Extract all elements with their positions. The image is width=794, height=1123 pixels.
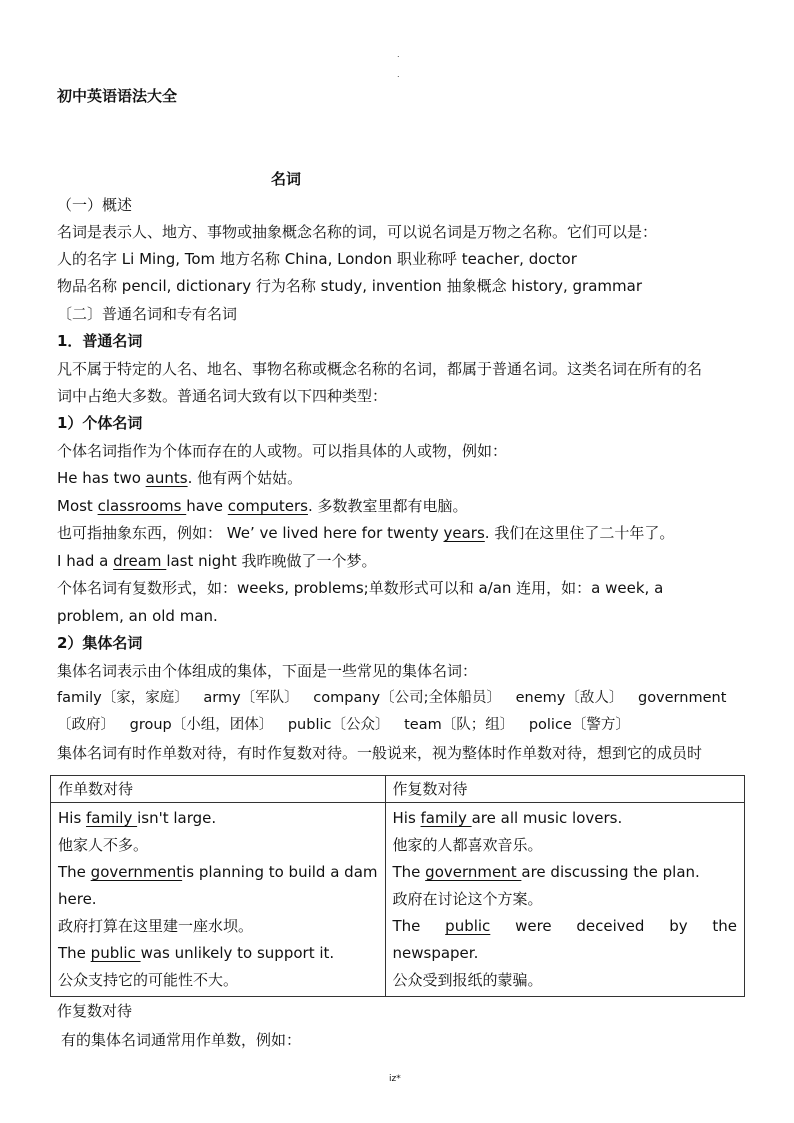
label-object-name: 物品名称 — [57, 277, 118, 295]
example-sentence — [57, 523, 674, 543]
sentence-word: The — [392, 917, 421, 935]
sentence-word: by — [669, 917, 688, 935]
sentence-text: are all music lovers. — [471, 809, 623, 827]
example-object-name: pencil, dictionary — [121, 277, 252, 295]
sentence-text: . — [307, 497, 313, 515]
table-row — [51, 803, 745, 997]
translation: 公众支持它的可能性不大。 — [58, 971, 239, 989]
example-sentence — [393, 859, 738, 886]
sentence-text: isn't large. — [137, 809, 217, 827]
collective-word: company〔公司;全体船员〕 — [313, 690, 502, 706]
sentence-text: was unlikely to support it. — [140, 944, 335, 962]
sentence-text: newspaper. — [392, 944, 479, 962]
collective-word: public〔公众〕 — [287, 717, 390, 733]
sentence-text: We’ ve lived here for twenty — [226, 524, 444, 542]
singular-examples-cell — [51, 803, 386, 997]
sentence-text: is planning to build a dam — [182, 863, 378, 881]
collective-word: police〔警方〕 — [528, 717, 630, 733]
example-sentence — [393, 913, 738, 940]
example-occupation: teacher, doctor — [461, 250, 577, 268]
translation: 他有两个姑姑。 — [197, 469, 303, 487]
translation: 政府打算在这里建一座水坝。 — [58, 917, 254, 935]
sentence-text: have — [186, 497, 228, 515]
sentence-text: last night — [166, 552, 237, 570]
plural-examples-cell — [385, 803, 745, 997]
common-noun-heading: 1．普通名词 — [57, 332, 143, 350]
label-person-name: 人的名字 — [57, 250, 118, 268]
collective-word-list — [57, 688, 726, 708]
noun-definition: 名词是表示人、地方、事物或抽象概念名称的词，可以说名词是万物之名称。它们可以是： — [57, 223, 658, 241]
sentence-text: His — [58, 809, 87, 827]
document-title: 初中英语语法大全 — [57, 87, 178, 105]
sentence-text: His — [392, 809, 421, 827]
singular-plural-table — [50, 775, 745, 997]
underlined-noun: years — [443, 524, 485, 542]
sentence-text: Most — [57, 497, 98, 515]
translation: 他家人不多。 — [58, 836, 149, 854]
sentence-text: . — [484, 524, 490, 542]
plural-form-note: problem, an old man. — [57, 607, 218, 625]
individual-noun-heading: 1）个体名词 — [57, 414, 143, 432]
sentence-text: I had a — [57, 552, 114, 570]
translation: 多数教室里都有电脑。 — [317, 497, 468, 515]
sentence-word: were — [515, 917, 552, 935]
example-sentence — [393, 805, 738, 832]
underlined-noun: government — [425, 863, 522, 881]
top-dot: . — [397, 70, 400, 79]
underlined-noun: family — [420, 809, 472, 827]
example-row-2 — [57, 276, 642, 296]
section-title: 名词 — [271, 170, 302, 188]
sentence-word: deceived — [576, 917, 645, 935]
sentence-text: The — [392, 863, 426, 881]
collective-word-list — [57, 715, 630, 735]
table-header-singular: 作单数对待 — [51, 776, 386, 803]
example-sentence — [57, 468, 302, 488]
example-place-name: China, London — [284, 250, 393, 268]
table-header-row — [51, 776, 745, 803]
collective-word: 〔政府〕 — [57, 717, 115, 733]
collective-usage-note: 集体名词有时作单数对待，有时作复数对待。一般说来，视为整体时作单数对待，想到它的成员时 — [57, 744, 703, 762]
common-noun-paragraph: 词中占绝大多数。普通名词大致有以下四种类型： — [57, 387, 388, 405]
singular-usage-note: 有的集体名词通常用作单数，例如： — [61, 1031, 302, 1049]
plural-form-note: 个体名词有复数形式，如：weeks, problems;单数形式可以和 a/an 连用，如：a week, a — [57, 579, 664, 597]
example-sentence — [58, 805, 378, 832]
translation: 政府在讨论这个方案。 — [392, 890, 543, 908]
individual-noun-desc: 个体名词指作为个体而存在的人或物。可以指具体的人或物，例如： — [57, 442, 508, 460]
example-abstract-concept: history, grammar — [511, 277, 642, 295]
underlined-noun: public — [90, 944, 141, 962]
collective-noun-desc: 集体名词表示由个体组成的集体，下面是一些常见的集体名词： — [57, 662, 478, 680]
common-proper-heading: 〔二〕普通名词和专有名词 — [57, 305, 238, 323]
example-person-name: Li Ming, Tom — [121, 250, 216, 268]
label-abstract-concept: 抽象概念 — [446, 277, 507, 295]
plural-treatment-heading: 作复数对待 — [57, 1002, 133, 1020]
example-sentence — [58, 940, 378, 967]
example-sentence — [58, 859, 378, 886]
collective-word: enemy〔敌人〕 — [515, 690, 624, 706]
example-action-name: study, invention — [320, 277, 442, 295]
common-noun-paragraph: 凡不属于特定的人名、地名、事物名称或概念名称的名词，都属于普通名词。这类名词在所有的名 — [57, 360, 703, 378]
label-place-name: 地方名称 — [219, 250, 280, 268]
collective-word: team〔队；组〕 — [404, 717, 515, 733]
lead-text: 也可指抽象东西，例如： — [57, 524, 223, 542]
overview-heading: （一）概述 — [57, 196, 133, 214]
top-dot: . — [397, 50, 400, 59]
underlined-noun: aunts — [145, 469, 188, 487]
sentence-text: He has two — [57, 469, 146, 487]
collective-noun-heading: 2）集体名词 — [57, 634, 143, 652]
underlined-noun: computers — [227, 497, 308, 515]
translation: 我们在这里住了二十年了。 — [494, 524, 675, 542]
sentence-word: the — [712, 917, 737, 935]
translation: 他家的人都喜欢音乐。 — [392, 836, 543, 854]
page-footer-mark: iz* — [389, 1074, 401, 1084]
collective-word: family〔家，家庭〕 — [57, 690, 189, 706]
label-action-name: 行为名称 — [255, 277, 316, 295]
translation: 我昨晚做了一个梦。 — [241, 552, 377, 570]
collective-word: government — [637, 690, 727, 706]
example-sentence — [57, 496, 468, 516]
example-row-1 — [57, 249, 577, 269]
underlined-noun: public — [445, 917, 491, 935]
underlined-noun: family — [86, 809, 138, 827]
underlined-noun: government — [90, 863, 183, 881]
underlined-noun: classrooms — [97, 497, 187, 515]
underlined-noun: dream — [113, 552, 167, 570]
collective-word: group〔小组，团体〕 — [129, 717, 274, 733]
sentence-text: The — [58, 944, 91, 962]
sentence-text: The — [58, 863, 91, 881]
example-sentence — [57, 551, 377, 571]
sentence-text: . — [187, 469, 193, 487]
translation: 公众受到报纸的蒙骗。 — [392, 971, 543, 989]
sentence-text: here. — [58, 890, 97, 908]
sentence-text: are discussing the plan. — [521, 863, 700, 881]
label-occupation: 职业称呼 — [396, 250, 457, 268]
collective-word: army〔军队〕 — [203, 690, 299, 706]
table-header-plural: 作复数对待 — [385, 776, 745, 803]
